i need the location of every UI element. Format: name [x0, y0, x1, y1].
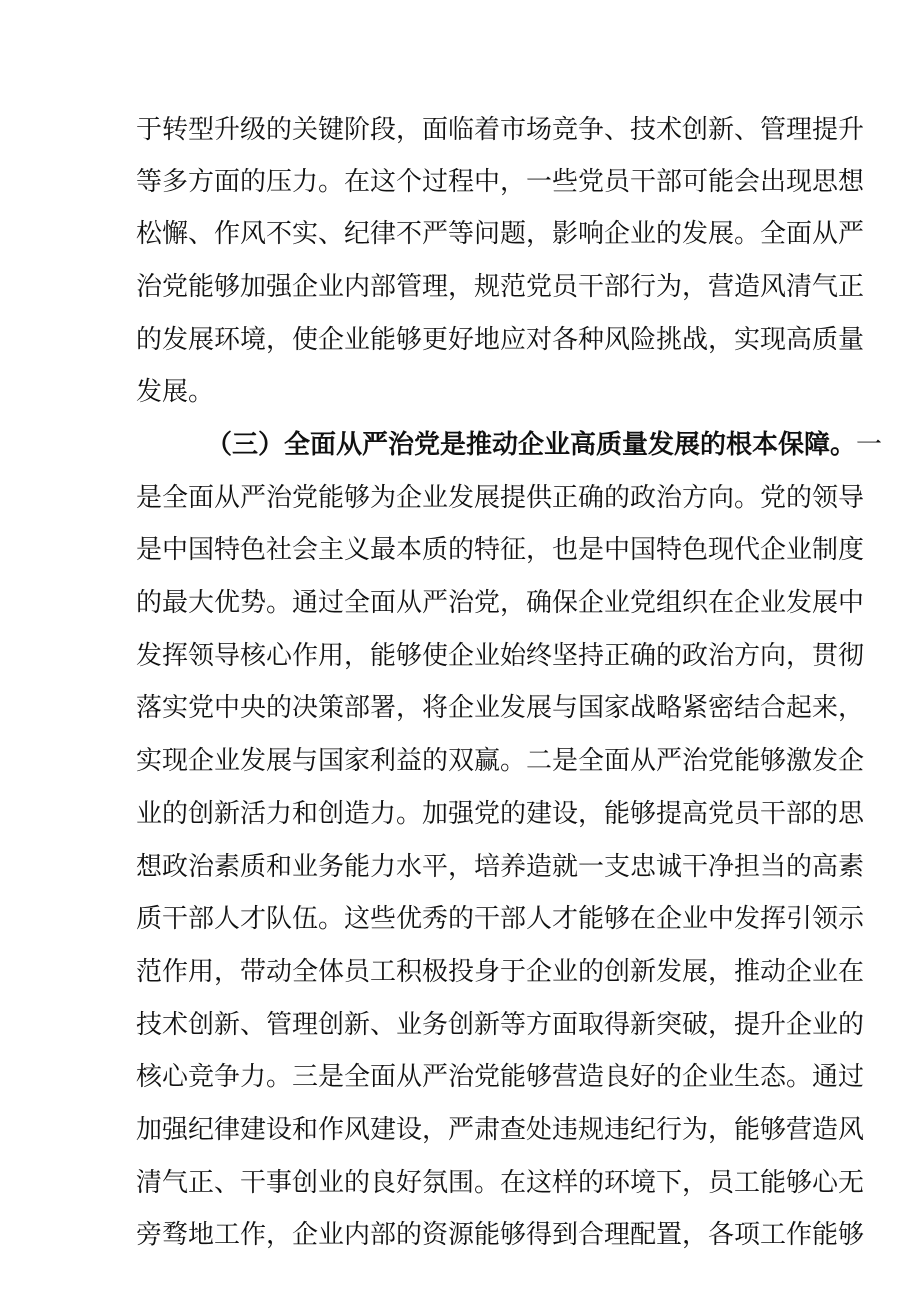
text-line: 治党能够加强企业内部管理，规范党员干部行为，营造风清气正 [136, 272, 865, 302]
text-line: 等多方面的压力。在这个过程中，一些党员干部可能会出现思想 [136, 167, 865, 197]
text-line: 实现企业发展与国家利益的双赢。二是全面从严治党能够激发企 [136, 746, 865, 776]
text-line: 旁骛地工作，企业内部的资源能够得到合理配置，各项工作能够 [136, 1220, 865, 1250]
text-line: 的发展环境，使企业能够更好地应对各种风险挑战，实现高质量 [136, 325, 865, 355]
text-line: 技术创新、管理创新、业务创新等方面取得新突破，提升企业的 [136, 1010, 865, 1040]
section-heading: （三）全面从严治党是推动企业高质量发展的根本保障。 [206, 430, 857, 460]
text-line: 质干部人才队伍。这些优秀的干部人才能够在企业中发挥引领示 [136, 904, 865, 934]
text-line: 想政治素质和业务能力水平，培养造就一支忠诚干净担当的高素 [136, 852, 865, 882]
text-line: 于转型升级的关键阶段，面临着市场竞争、技术创新、管理提升 [136, 115, 865, 145]
text-line: 的最大优势。通过全面从严治党，确保企业党组织在企业发展中 [136, 588, 865, 618]
text-line: 发挥领导核心作用，能够使企业始终坚持正确的政治方向，贯彻 [136, 641, 865, 671]
text-line: 落实党中央的决策部署，将企业发展与国家战略紧密结合起来， [136, 693, 865, 723]
text-line: 业的创新活力和创造力。加强党的建设，能够提高党员干部的思 [136, 799, 865, 829]
text-line: 核心竞争力。三是全面从严治党能够营造良好的企业生态。通过 [136, 1062, 865, 1092]
text-line: 是全面从严治党能够为企业发展提供正确的政治方向。党的领导 [136, 483, 865, 513]
text-line: 是中国特色社会主义最本质的特征，也是中国特色现代企业制度 [136, 535, 865, 565]
text-line: 发展。 [136, 377, 215, 407]
heading-tail-text: 一 [856, 430, 883, 460]
text-line: 加强纪律建设和作风建设，严肃查处违规违纪行为，能够营造风 [136, 1115, 865, 1145]
text-line: 清气正、干事创业的良好氛围。在这样的环境下，员工能够心无 [136, 1168, 865, 1198]
text-line: 范作用，带动全体员工积极投身于企业的创新发展，推动企业在 [136, 957, 865, 987]
section-heading-line [136, 425, 883, 465]
text-line: 松懈、作风不实、纪律不严等问题，影响企业的发展。全面从严 [136, 219, 865, 249]
